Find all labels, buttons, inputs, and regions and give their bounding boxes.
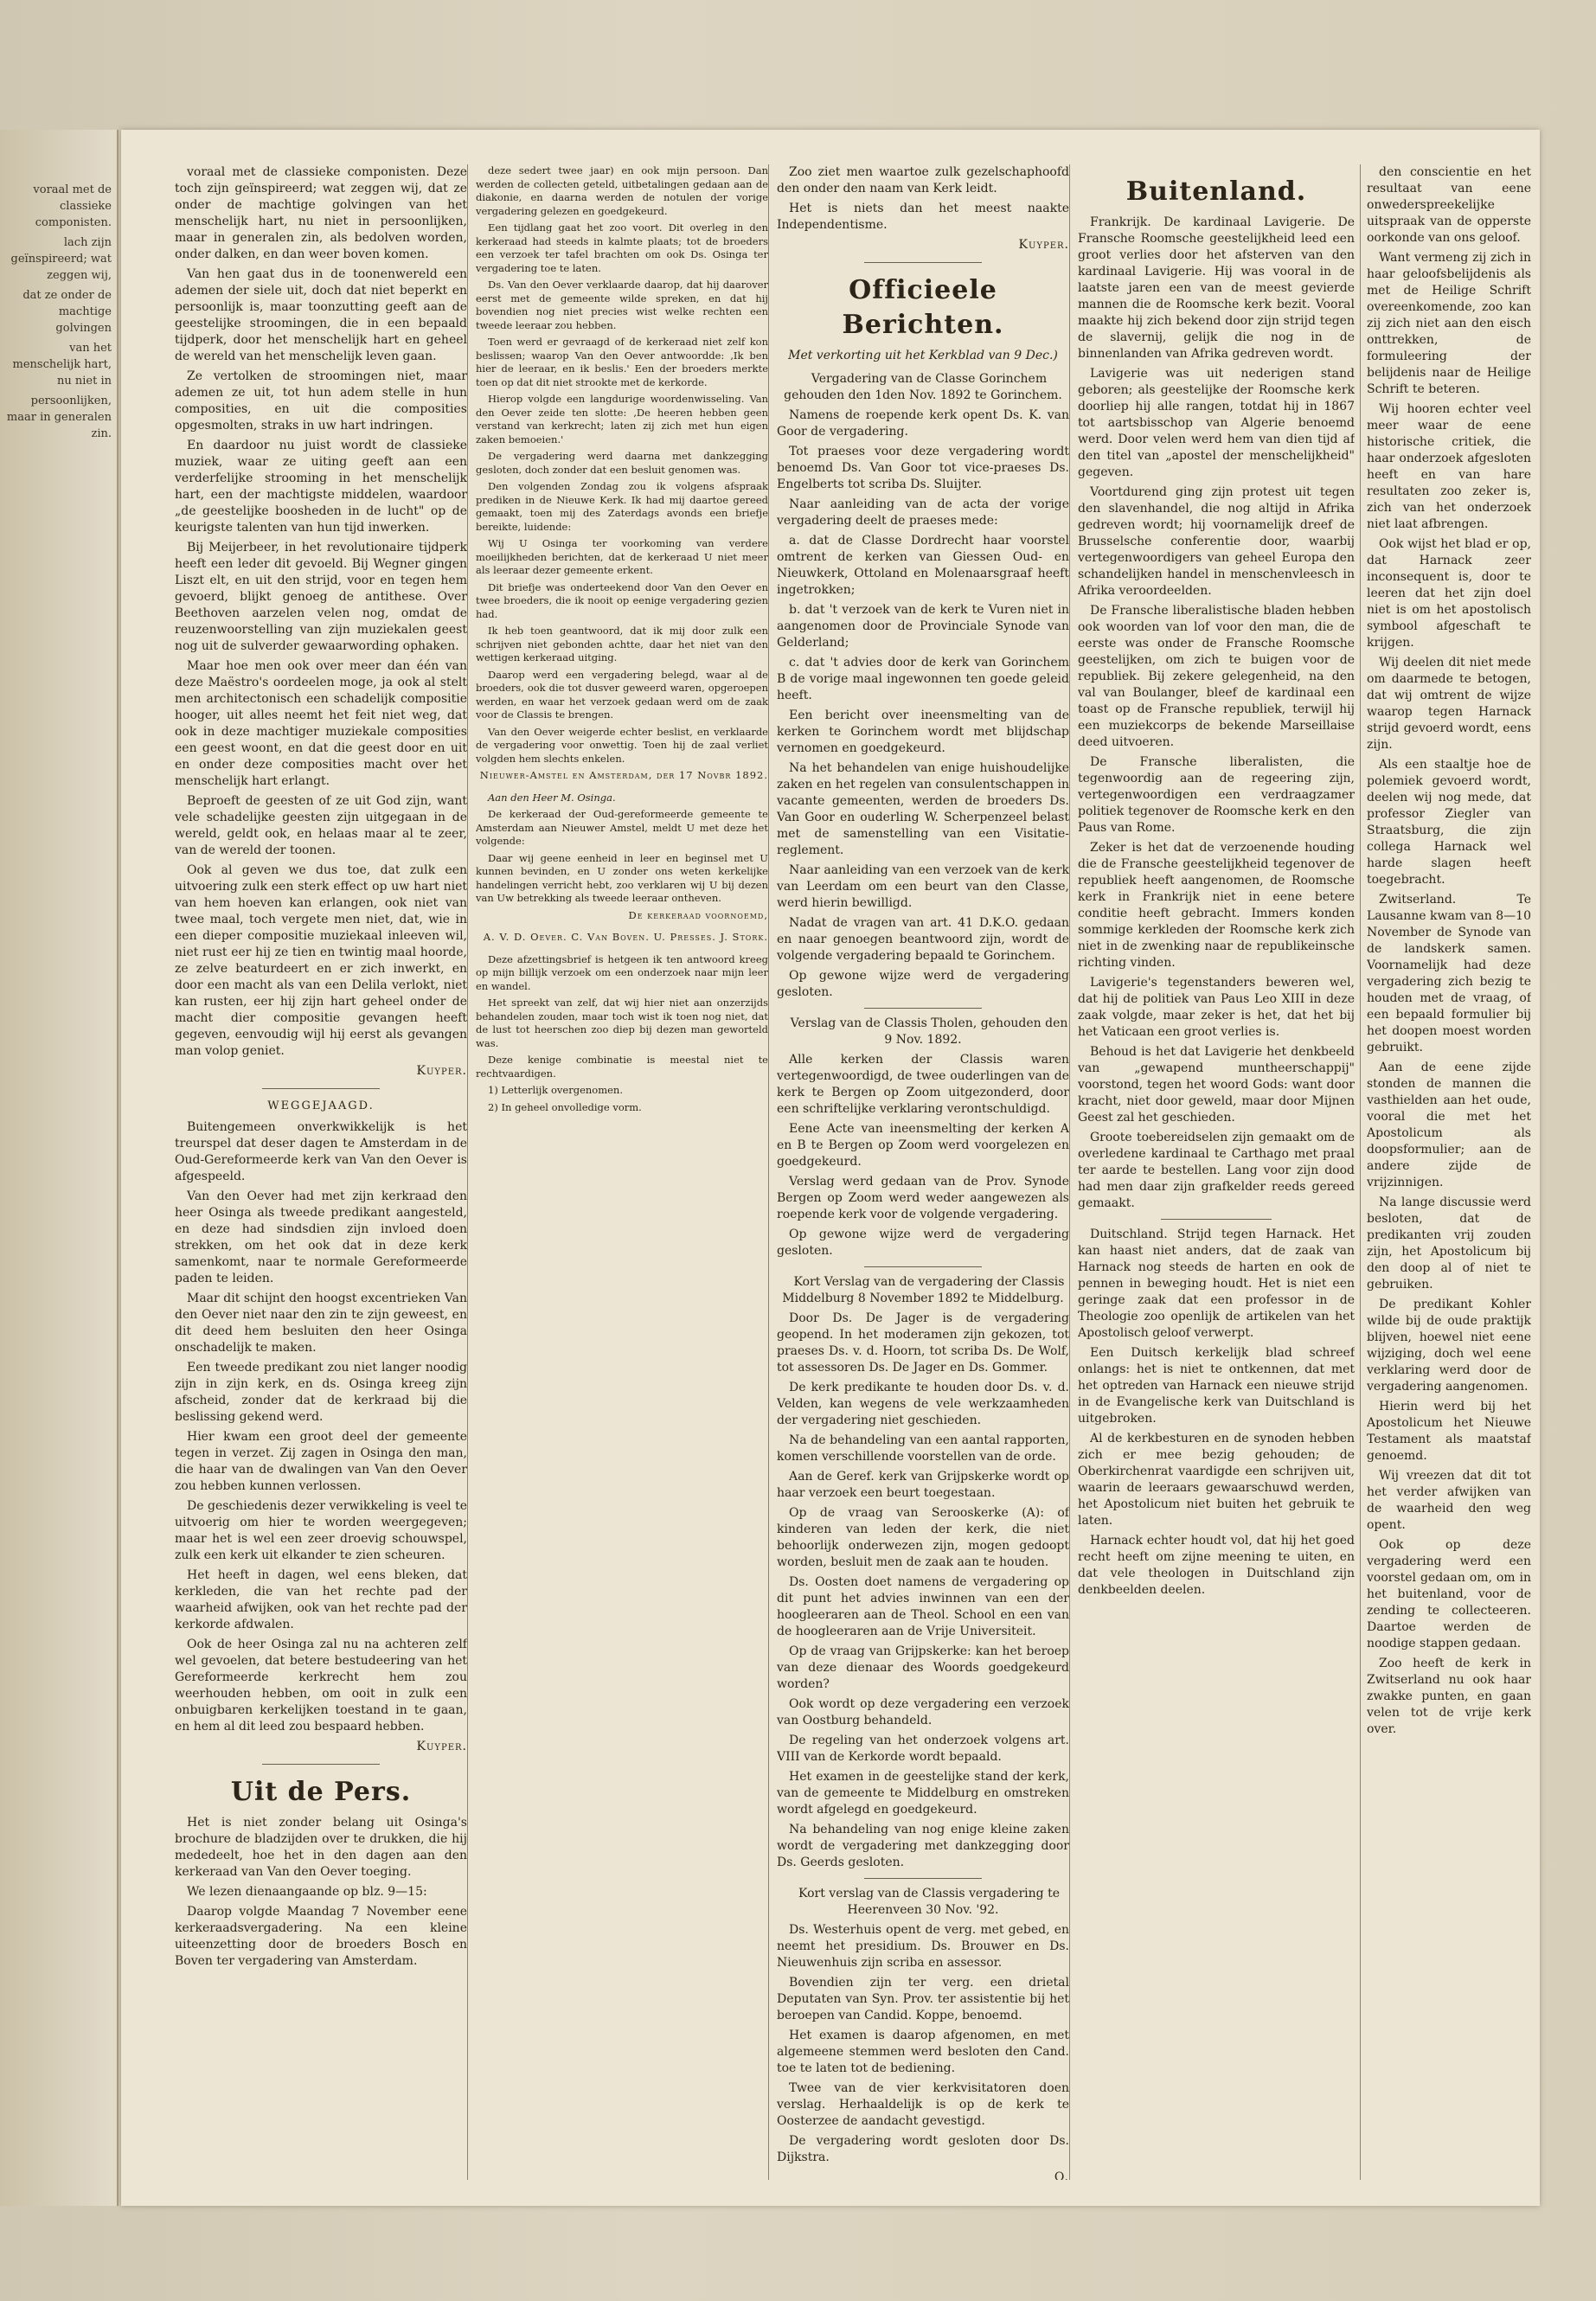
edge-line: lach zijn geïnspireerd; wat zeggen wij,	[10, 236, 112, 282]
paragraph: Lavigerie was uit nederigen stand geboren; als geestelijke der Roomsche kerk doorliep hij alle rangen, totdat hij in 1867 tot aartsbisschop van Algerie benoemd werd. Door velen werd hem van dien tijd af den titel van „apostel der menschelijkheid" gegeven.	[1078, 367, 1355, 479]
paragraph: Na het behandelen van enige huishoudelijke zaken en het regelen van consulentschappen in vacante gemeenten, werden de broeders Ds. Van Goor en ouderling W. Scherpenzeel belast met de samenstelling van een Visitatie-reglement.	[777, 761, 1069, 857]
paragraph: b. dat 't verzoek van de kerk te Vuren niet in aangenomen door de Provinciale Synode van Gelderland;	[777, 603, 1069, 650]
column-3	[777, 164, 1069, 2180]
letter-dateline: Nieuwer-Amstel en Amsterdam, der 17 Novbr 1892.	[479, 769, 768, 781]
edge-line: van het menschelijk hart, nu niet in	[12, 342, 112, 388]
paragraph: Toen werd er gevraagd of de kerkeraad niet zelf kon beslissen; waarop Van den Oever antwoordde: ‚Ik ben hier de leeraar, en ik beslis.' Een der broeders merkte toen op dat dit niet strookte met de kerkorde.	[476, 336, 768, 388]
paragraph: Duitschland. Strijd tegen Harnack. Het kan haast niet anders, dat de zaak van Harnack nog steeds de harten en ook de pennen in beweging houdt. Het is niet een geringe zaak dat een professor in de Theologie zoo openlijk de artikelen van het Apostolisch geloof verwerpt.	[1078, 1227, 1355, 1340]
paragraph: Het heeft in dagen, wel eens bleken, dat kerkleden, die van het rechte pad der waarheid afwijken, ook van het rechte pad der kerkorde afdwalen.	[175, 1568, 467, 1631]
divider	[262, 1088, 379, 1089]
adjacent-page-text	[3, 182, 112, 445]
divider	[864, 262, 981, 263]
paragraph: Want vermeng zij zich in haar geloofsbelijdenis als met de Heilige Schrift overeenkomende, zoo kan zij zich niet aan den eisch onttrekken, de formuleering der belijdenis naar de Heilige Schrift te beteren.	[1367, 251, 1531, 396]
signature: Kuyper.	[1018, 238, 1069, 252]
paragraph: Buitengemeen onverkwikkelijk is het treurspel dat deser dagen te Amsterdam in de Oud-Gereformeerde kerk van Van den Oever is afgespeeld.	[175, 1120, 467, 1183]
paragraph: Namens de roepende kerk opent Ds. K. van Goor de vergadering.	[777, 408, 1069, 439]
paragraph: Verslag werd gedaan van de Prov. Synode Bergen op Zoom werd weder aangewezen als roepende kerk voor de volgende vergadering.	[777, 1175, 1069, 1221]
paragraph: Hierin werd bij het Apostolicum het Nieuwe Testament als maatstaf genoemd.	[1367, 1400, 1531, 1463]
letter-closing: De kerkeraad voornoemd,	[628, 908, 768, 921]
edge-line: persoonlijken, maar in generalen zin.	[6, 394, 112, 440]
paragraph: Lavigerie's tegenstanders beweren wel, dat hij de politiek van Paus Leo XIII in deze zaak volgde, maar zeker is het, dat het bij het Vaticaan een groot verlies is.	[1078, 976, 1355, 1039]
paragraph: De Fransche liberalistische bladen hebben ook woorden van lof voor den man, die de eerste was onder de Fransche Roomsche geestelijken, om zich te buigen voor de republiek. Bij zekere gelegenheid, na den val van Boulanger, bleef de kardinaal een toast op de Fransche republiek, terwijl hij een muziekcorps de bekende Marseillaise deed uitvoeren.	[1078, 604, 1355, 749]
paragraph: Het examen in de geestelijke stand der kerk, van de gemeente te Middelburg en omstreken wordt afgelegd en goedgekeurd.	[777, 1770, 1069, 1817]
paragraph: Ze vertolken de stroomingen niet, maar ademen ze uit, tot hun adem stelle in hun composities, en uit die composities opgesmolten, straks in uw hart indringen.	[175, 369, 467, 433]
paragraph: Het examen is daarop afgenomen, en met algemeene stemmen werd besloten den Cand. toe te laten tot de bediening.	[777, 2029, 1069, 2075]
divider	[864, 1008, 981, 1009]
paragraph: Daar wij geene eenheid in leer en beginsel met U kunnen bevinden, en U zonder ons weten kerkelijke handelingen verricht hebt, zoo verklaren wij U bij dezen van Uw betrekking als tweede leeraar ontheven.	[476, 851, 768, 904]
letter-salutation: Aan den Heer M. Osinga.	[488, 791, 616, 804]
paragraph: Zeker is het dat de verzoenende houding die de Fransche geestelijkheid tegenover de republiek heeft aangenomen, de Roomsche kerk in Frankrijk niet in eene betere conditie heeft gebracht. Immers konden sommige kerkleden der Roomsche kerk zich niet in de zwenking naar de republikeinsche richting vinden.	[1078, 841, 1355, 970]
divider	[864, 1266, 981, 1267]
paragraph: Het is niets dan het meest naakte Independentisme.	[777, 202, 1069, 232]
column-2	[476, 164, 768, 2180]
paragraph: Ds. Van den Oever verklaarde daarop, dat hij daarover eerst met de gemeente wilde spreken, en dat hij bovendien nog niet precies wist welke rechten een tweede leeraar zou hebben.	[476, 279, 768, 331]
paragraph: De vergadering werd daarna met dankzegging gesloten, doch zonder dat een besluit genomen was.	[476, 450, 768, 476]
paragraph: Ds. Oosten doet namens de vergadering op dit punt het advies inwinnen van een der hoogleeraren aan de Theol. School en een van de hoogleeraren aan de Vrije Universiteit.	[777, 1575, 1069, 1638]
paragraph: Aan de eene zijde stonden de mannen die vasthielden aan het oude, vooral die met het Apostolicum als doopsformulier; aan de andere zijde de vrijzinnigen.	[1367, 1061, 1531, 1189]
paragraph: Vergadering van de Classe Gorinchem gehouden den 1den Nov. 1892 te Gorinchem.	[784, 372, 1062, 402]
signature: O.	[1054, 2170, 1069, 2180]
edge-line: voraal met de classieke componisten.	[33, 183, 112, 229]
paragraph: Van den Oever weigerde echter beslist, en verklaarde de vergadering voor onwettig. Toen hij de zaal verliet volgden hem slechts enkelen.	[476, 725, 768, 765]
paragraph: Ds. Westerhuis opent de verg. met gebed, en neemt het presidium. Ds. Brouwer en Ds. Nieuwenhuis zijn scriba en assessor.	[777, 1923, 1069, 1970]
column-rule	[1069, 164, 1070, 2180]
paragraph: De vergadering wordt gesloten door Ds. Dijkstra.	[777, 2134, 1069, 2164]
paragraph: Een tweede predikant zou niet langer noodig zijn in zijn kerk, en ds. Osinga kreeg zijn afscheid, zonder dat de kerkraad bij die beslissing gekend werd.	[175, 1361, 467, 1424]
paragraph: Hierop volgde een langdurige woordenwisseling. Van den Oever zeide ten slotte: ‚De heeren hebben geen verstand van kerkrecht; laten zij zich met hun eigen zaken bemoeien.'	[476, 393, 768, 445]
paragraph: Na de behandeling van een aantal rapporten, komen verschillende voorstellen van de orde.	[777, 1433, 1069, 1464]
paragraph: Frankrijk. De kardinaal Lavigerie. De Fransche Roomsche geestelijkheid leed een groot verlies door het afsterven van den kardinaal Lavigerie. Hij was vooral in de laatste jaren een van de meest gevierde mannen die de Roomsche kerk bezit. Vooral maakte hij zich bekend door zijn strijd tegen de slavernij, gelijk die nog in de binnenlanden van Afrika gedreven wordt.	[1078, 215, 1355, 361]
column-1	[175, 164, 467, 2180]
paragraph: Ik heb toen geantwoord, dat ik mij door zulk een schrijven niet gebonden achtte, daar het niet van den wettigen kerkeraad uitging.	[476, 625, 768, 663]
paragraph: Hier kwam een groot deel der gemeente tegen in verzet. Zij zagen in Osinga den man, die haar van de dwalingen van Van den Oever zou hebben kunnen verlossen.	[175, 1430, 467, 1493]
paragraph: De regeling van het onderzoek volgens art. VIII van de Kerkorde wordt bepaald.	[777, 1734, 1069, 1764]
letter-signatories: A. V. D. Oever. C. Van Boven. U. Presses. J. Stork.	[483, 931, 768, 943]
paragraph: Harnack echter houdt vol, dat hij het goed recht heeft om zijne meening te uiten, en dat vele theologen in Duitschland zijn denkbeelden deelen.	[1078, 1534, 1355, 1597]
paragraph: Het spreekt van zelf, dat wij hier niet aan onzerzijds behandelen zouden, maar toch wist ik toen nog niet, dat de lust tot heerschen zoo diep bij dezen man geworteld was.	[476, 997, 768, 1049]
paragraph: De predikant Kohler wilde bij de oude praktijk blijven, hoewel niet eene wijziging, doch wel eene verklaring werd door de vergadering aangenomen.	[1367, 1298, 1531, 1394]
paragraph: Naar aanleiding van een verzoek van de kerk van Leerdam om een beurt van den Classe, werd hierin bewilligd.	[777, 863, 1069, 910]
section-subtitle: Met verkorting uit het Kerkblad van 9 Dec.)	[788, 349, 1058, 362]
paragraph: Verslag van de Classis Tholen, gehouden den 9 Nov. 1892.	[790, 1016, 1068, 1047]
signature: Kuyper.	[416, 1740, 467, 1753]
paragraph: Bovendien zijn ter verg. een drietal Deputaten van Syn. Prov. ter assistentie bij het beroepen van Candid. Koppe, benoemd.	[777, 1976, 1069, 2022]
paragraph: voraal met de classieke componisten. Deze toch zijn geïnspireerd; wat zeggen wij, dat ze onder de machtige golvingen van het menschelijk hart, nu niet in persoonlijken, maar in generalen zin, als bedolven worden, onder dalken, en dan weer boven komen.	[175, 165, 467, 261]
paragraph: Na lange discussie werd besloten, dat de predikanten vrij zouden zijn, het Apostolicum bij den doop al of niet te gebruiken.	[1367, 1195, 1531, 1292]
paragraph: Behoud is het dat Lavigerie het denkbeeld van „gewapend muntheerschappij" voorstond, tegen het woord Gods: want door kracht, niet door geweld, maar door Mijnen Geest zal het geschieden.	[1078, 1045, 1355, 1125]
paragraph: We lezen dienaangaande op blz. 9—15:	[187, 1885, 427, 1899]
paragraph: Ook wijst het blad er op, dat Harnack zeer inconsequent is, door te leeren dat het zijn doel niet is om het apostolisch symbool afgeschaft te krijgen.	[1367, 537, 1531, 650]
paragraph: Als een staaltje hoe de polemiek gevoerd wordt, deelen wij nog mede, dat professor Ziegler van Straatsburg, die zijn collega Harnack wel harde slagen heeft toegebracht.	[1367, 758, 1531, 887]
newspaper-page	[121, 130, 1540, 2206]
paragraph: deze sedert twee jaar) en ook mijn persoon. Dan werden de collecten geteld, uitbetalingen gedaan aan de diakonie, en daarna werden de notulen der vorige vergadering gelezen en goedgekeurd.	[476, 164, 768, 217]
paragraph: Aan de Geref. kerk van Grijpskerke wordt op haar verzoek een beurt toegestaan.	[777, 1470, 1069, 1500]
paragraph: Zoo ziet men waartoe zulk gezelschaphoofd den onder den naam van Kerk leidt.	[777, 165, 1069, 195]
paragraph: Bij Meijerbeer, in het revolutionaire tijdperk heeft een leder dit gevoeld. Bij Wegner gingen Liszt elt, en uit den strijd, voor en tegen hem gevoerd, blijkt genoeg de antithese. Over Beethoven aarzelen velen nog, omdat de reuzenwoorstelling van zijn muziekalen geest nog uit de sulverder gewaarwording ophaken.	[175, 541, 467, 653]
paragraph: Een bericht over ineensmelting van de kerken te Gorinchem wordt met blijdschap vernomen en goedgekeurd.	[777, 708, 1069, 755]
paragraph: Voortdurend ging zijn protest uit tegen den slavenhandel, die nog altijd in Afrika gedreven wordt; hij voornamelijk dreef de Brusselsche conferentie door, waarbij vertegenwoordigers van geheel Europa den schandelijken handel in menschenvleesch in Afrika veroordeelden.	[1078, 485, 1355, 598]
paragraph: Kort verslag van de Classis vergadering te Heerenveen 30 Nov. '92.	[798, 1887, 1060, 1917]
column-rule	[1360, 164, 1361, 2180]
paragraph: Op gewone wijze werd de vergadering gesloten.	[777, 1227, 1069, 1258]
paragraph: Beproeft de geesten of ze uit God zijn, want vele schadelijke geesten zijn uitgegaan in de wereld, geldt ook, en helaas maar al te zeer, van de wereld der toonen.	[175, 794, 467, 857]
paragraph: Zoo heeft de kerk in Zwitserland nu ook haar zwakke punten, en gaan velen tot de vrije kerk over.	[1367, 1657, 1531, 1736]
paragraph: Ook al geven we dus toe, dat zulk een uitvoering zulk een sterk effect op uw hart niet van hem hoeven kan erlangen, ook niet van twee maal, toch vergete men niet, dat, wie in een dieper compositie muziekaal inleeven wil, niet rust eer hij ze tien en twintig maal hoorde, ze zelve beaturdeert en er zich inwerkt, en door een macht als van een Delila verlokt, niet kan rusten, eer hij zijn hart geheel onder de macht dier compositie gevangen heeft gegeven, eenvoudig wijl hij eerst als gevangen man volop geniet.	[175, 863, 467, 1058]
article-heading: WEGGEJAAGD.	[267, 1099, 375, 1112]
paragraph: Na behandeling van nog enige kleine zaken wordt de vergadering met dankzegging door Ds. Geerds gesloten.	[777, 1823, 1069, 1869]
paragraph: Al de kerkbesturen en de synoden hebben zich er mee bezig gehouden; de Oberkirchenrat vaardigde een schrijven uit, waarin de leeraars gewaarschuwd werden, het Apostolicum niet buiten het gebruik te laten.	[1078, 1432, 1355, 1528]
paragraph: De kerkeraad der Oud-gereformeerde gemeente te Amsterdam aan Nieuwer Amstel, meldt U met deze het volgende:	[476, 808, 768, 847]
paragraph: Van den Oever had met zijn kerkraad den heer Osinga als tweede predikant aangesteld, en deze had sindsdien zijn invloed doen strekken, om het ook dat in deze kerk samenkomt, naar te normale Gereformeerde paden te leiden.	[175, 1189, 467, 1285]
paragraph: De kerk predikante te houden door Ds. v. d. Velden, kan wegens de vele werkzaamheden der vergadering niet geschieden.	[777, 1381, 1069, 1427]
paragraph: Alle kerken der Classis waren vertegenwoordigd, de twee ouderlingen van de kerk te Bergen op Zoom uitgezonderd, door een schriftelijke verklaring verontschuldigd.	[777, 1053, 1069, 1116]
divider	[1161, 1219, 1272, 1220]
paragraph: Zwitserland. Te Lausanne kwam van 8—10 November de Synode van de landskerk samen. Voornamelijk had deze vergadering zich bezig te houden met de vraag, of een bepaald formulier bij het doopen moest worden gebruikt.	[1367, 893, 1531, 1054]
paragraph: Den volgenden Zondag zou ik volgens afspraak prediken in de Nieuwe Kerk. Ik had mij daartoe gereed gemaakt, toen mij des Zaterdags avonds een briefje bereikte, luidende:	[476, 480, 768, 533]
signature: Kuyper.	[416, 1064, 467, 1078]
column-rule	[768, 164, 769, 2180]
section-title-uit-de-pers: Uit de Pers.	[230, 1777, 412, 1807]
paragraph: Twee van de vier kerkvisitatoren doen verslag. Herhaaldelijk is op de kerk te Oosterzee de aandacht gevestigd.	[777, 2081, 1069, 2128]
paragraph: De geschiedenis dezer verwikkeling is veel te uitvoerig om hier te worden weergegeven; maar het is wel een zeer droevig schouwspel, zulk een kerk uit elkander te zien scheuren.	[175, 1499, 467, 1562]
paragraph: Het is niet zonder belang uit Osinga's brochure de bladzijden over te drukken, die hij mededeelt, hoe het in den dagen aan den kerkeraad van Van den Oever toeging.	[175, 1816, 467, 1879]
paragraph: c. dat 't advies door de kerk van Gorinchem B de vorige maal ingewonnen ten goede geleid heeft.	[777, 656, 1069, 702]
paragraph: Op gewone wijze werd de vergadering gesloten.	[777, 969, 1069, 999]
paragraph: Wij U Osinga ter voorkoming van verdere moeilijkheden berichten, dat de kerkeraad U niet meer als leeraar dezer gemeente erkent.	[476, 537, 768, 576]
paragraph: a. dat de Classe Dordrecht haar voorstel omtrent de kerken van Giessen Oud- en Nieuwkerk, Ottoland en Molenaarsgraaf heeft ingetrokken;	[777, 534, 1069, 597]
edge-line: dat ze onder de machtige golvingen	[22, 289, 112, 335]
paragraph: Door Ds. De Jager is de vergadering geopend. In het moderamen zijn gekozen, tot praeses Ds. v. d. Hoorn, tot scriba Ds. De Wolf, tot assessoren Ds. De Jager en Ds. Gommer.	[777, 1311, 1069, 1375]
paragraph: Deze afzettingsbrief is hetgeen ik ten antwoord kreeg op mijn billijk verzoek om een onderzoek naar mijn leer en wandel.	[476, 952, 768, 992]
paragraph: Een Duitsch kerkelijk blad schreef onlangs: het is niet te ontkennen, dat met het optreden van Harnack een nieuwe strijd in de Evangelische kerk van Duitschland is uitgebroken.	[1078, 1346, 1355, 1426]
footnote: 1) Letterlijk overgenomen.	[488, 1084, 623, 1096]
paragraph: Daarop volgde Maandag 7 November eene kerkeraadsvergadering. Na een kleine uiteenzetting door de broeders Bosch en Boven ter vergadering van Amsterdam.	[175, 1905, 467, 1968]
paragraph: Een tijdlang gaat het zoo voort. Dit overleg in den kerkeraad had steeds in kalmte plaats; tot de broeders een verzoek ter tafel brachten om ook Ds. Osinga ter vergadering toe te laten.	[476, 221, 768, 274]
adjacent-page-edge	[0, 130, 119, 2206]
paragraph: Daarop werd een vergadering belegd, waar al de broeders, ook die tot dusver geweerd waren, opgeroepen werden, en waar het verzoek gedaan werd om de zaak voor de Classis te brengen.	[476, 668, 768, 721]
column-4	[1078, 164, 1355, 2180]
footnote: 2) In geheel onvolledige vorm.	[488, 1100, 642, 1113]
paragraph: Tot praeses voor deze vergadering wordt benoemd Ds. Van Goor tot vice-praeses Ds. Engelberts tot scriba Ds. Sluijter.	[777, 445, 1069, 491]
paragraph: Ook op deze vergadering werd een voorstel gedaan om, om in het buitenland, voor de zending te collecteeren. Daartoe werden de noodige stappen gedaan.	[1367, 1538, 1531, 1650]
paragraph: Deze kenige combinatie is meestal niet te rechtvaardigen.	[476, 1054, 768, 1080]
paragraph: Dit briefje was onderteekend door Van den Oever en twee broeders, die ik nooit op eenige vergadering gezien had.	[476, 580, 768, 620]
paragraph: Eene Acte van ineensmelting der kerken A en B te Bergen op Zoom werd voorgelezen en goedgekeurd.	[777, 1122, 1069, 1169]
divider	[262, 1764, 379, 1765]
paragraph: Op de vraag van Grijpskerke: kan het beroep van deze dienaar des Woords goedgekeurd worden?	[777, 1644, 1069, 1691]
paragraph: Ook de heer Osinga zal nu na achteren zelf wel gevoelen, dat betere bestudeering van het Gereformeerde kerkrecht hem zou weerhouden hebben, om ooit in zulk een onbuigbaren kerkelijken toestand in te gaan, en hem al dit leed zou bespaard hebben.	[175, 1638, 467, 1734]
paragraph: Op de vraag van Serooskerke (A): of kinderen van leden der kerk, die niet behoorlijk onderwezen zijn, mogen gedoopt worden, besluit men de zaak aan te houden.	[777, 1506, 1069, 1569]
paragraph: Ook wordt op deze vergadering een verzoek van Oostburg behandeld.	[777, 1697, 1069, 1727]
paragraph: Naar aanleiding van de acta der vorige vergadering deelt de praeses mede:	[777, 497, 1069, 528]
paragraph: Van hen gaat dus in de toonenwereld een ademen der siele uit, doch dat niet beperkt en persoonlijk is, maar toonzutting geeft aan de geestelijke stroomingen, die in een bepaald tijdperk, door het menschelijk hart en geheel de wereld van het menschelijk leven gaan.	[175, 267, 467, 363]
divider	[864, 1878, 981, 1879]
paragraph: Nadat de vragen van art. 41 D.K.O. gedaan en naar genoegen beantwoord zijn, wordt de volgende vergadering bepaald te Gorinchem.	[777, 916, 1069, 963]
paragraph: En daardoor nu juist wordt de classieke muziek, waar ze uiting geeft aan een verderfelijke strooming in het menschelijk hart, een der machtigste middelen, waardoor „de geestelijke boosheden in de lucht" op de keurigste talenten van hun tijd inwerken.	[175, 439, 467, 535]
paragraph: Maar hoe men ook over meer dan één van deze Maëstro's oordeelen moge, ja ook al stelt men architectonisch een schadelijk compositie hooger, uit alles neemt het feit niet weg, dat ook in deze machtiger muziekale composities een geest woont, en dat die geest door en uit en onder deze composities macht over het menschelijk hart erlangt.	[175, 659, 467, 788]
paragraph: Wij hooren echter veel meer waar de eene historische critiek, die haar onderzoek afgesloten heeft en van hare resultaten zoo zeker is, zich van het onderzoek niet laat afbrengen.	[1367, 402, 1531, 531]
paragraph: De Fransche liberalisten, die tegenwoordig aan de regeering zijn, vertegenwoordigen een verdraagzamer politiek tegenover de Roomsche kerk en den Paus van Rome.	[1078, 755, 1355, 835]
paragraph: Wij deelen dit niet mede om daarmede te betogen, dat wij omtrent de wijze waarop tegen Harnack strijd gevoerd wordt, eens zijn.	[1367, 656, 1531, 752]
column-rule	[467, 164, 468, 2180]
section-title-buitenland: Buitenland.	[1125, 176, 1307, 207]
section-title-officieele-berichten: Officieele Berichten.	[842, 275, 1004, 340]
paragraph: Kort Verslag van de vergadering der Classis Middelburg 8 November 1892 te Middelburg.	[782, 1275, 1065, 1305]
paragraph: Wij vreezen dat dit tot het verder afwijken van de waarheid den weg opent.	[1367, 1469, 1531, 1532]
paragraph: Maar dit schijnt den hoogst excentrieken Van den Oever niet naar den zin te zijn geweest, en dit deed hem besluiten den heer Osinga onschadelijk te maken.	[175, 1292, 467, 1355]
paragraph: Groote toebereidselen zijn gemaakt om de overledene kardinaal te Carthago met praal ter aarde te bestellen. Lang voor zijn dood had men daar zijn grafkelder reeds gereed gemaakt.	[1078, 1131, 1355, 1210]
paragraph: den conscientie en het resultaat van eene onwederspreekelijke uitspraak van de opperste oorkonde van ons geloof.	[1367, 165, 1531, 245]
column-5	[1367, 164, 1531, 2180]
